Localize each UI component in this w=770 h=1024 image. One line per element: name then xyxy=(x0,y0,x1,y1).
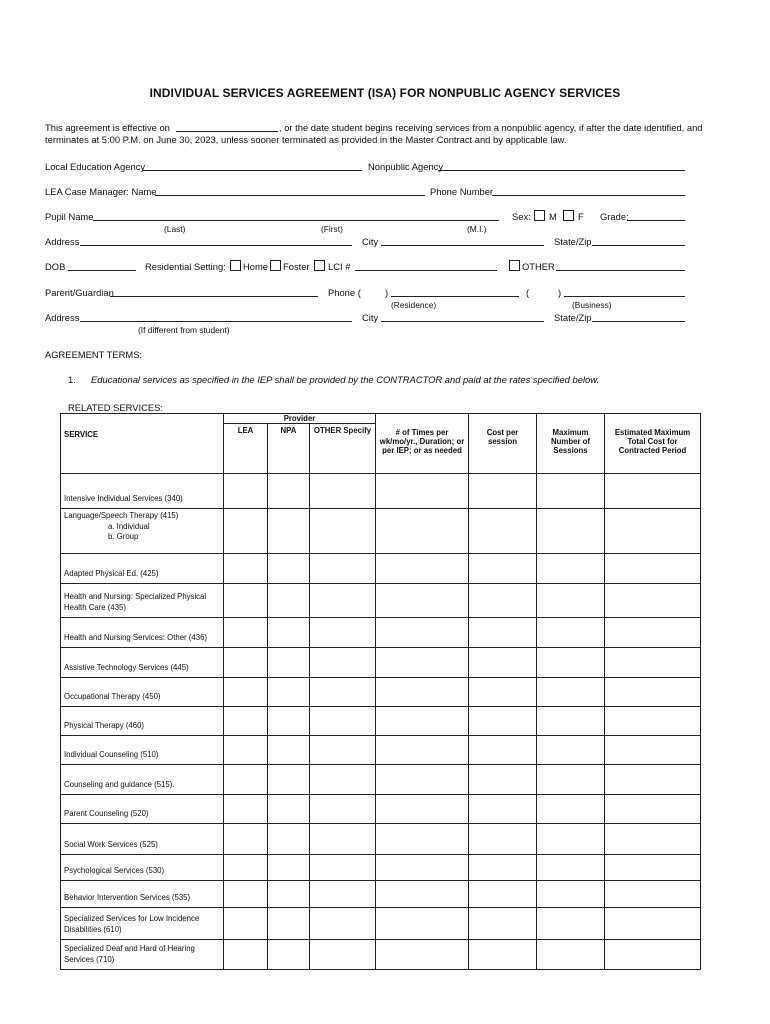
entry-cell[interactable] xyxy=(224,881,268,908)
entry-cell[interactable] xyxy=(537,554,605,584)
entry-cell[interactable] xyxy=(605,474,701,509)
entry-cell[interactable] xyxy=(224,824,268,855)
service-name: Physical Therapy (460) xyxy=(64,720,145,730)
entry-cell[interactable] xyxy=(376,881,469,908)
pupil-name-field[interactable] xyxy=(93,220,499,221)
entry-cell[interactable] xyxy=(224,707,268,736)
entry-cell[interactable] xyxy=(537,824,605,855)
npa-field[interactable] xyxy=(438,170,685,171)
entry-cell[interactable] xyxy=(224,940,268,970)
entry-cell[interactable] xyxy=(224,509,268,554)
entry-cell[interactable] xyxy=(469,855,537,881)
entry-cell[interactable] xyxy=(469,824,537,855)
service-name-cell xyxy=(61,940,224,970)
entry-cell[interactable] xyxy=(469,795,537,824)
entry-cell[interactable] xyxy=(376,474,469,509)
service-name: Specialized Deaf and Hard of Hearing Services (710) xyxy=(64,944,195,964)
residence-phone-field[interactable] xyxy=(391,296,519,297)
entry-cell[interactable] xyxy=(469,765,537,795)
service-name: Behavior Intervention Services (535) xyxy=(64,892,191,902)
entry-cell[interactable] xyxy=(376,509,469,554)
max-sessions-header: Maximum Number of Sessions xyxy=(537,414,605,474)
term-text: Educational services as specified in the IEP shall be provided by the CONTRACTOR and paid at the rates specified below. xyxy=(91,374,600,385)
entry-cell[interactable] xyxy=(537,678,605,707)
speech-sub-group: b. Group xyxy=(108,532,139,541)
service-name: Specialized Services for Low Incidence Disabilities (610) xyxy=(64,914,200,934)
intro-line2: terminates at 5:00 P.M. on June 30, 2023, unless sooner terminated as provided in the Master Contract and by applicable law. xyxy=(45,134,567,145)
entry-cell[interactable] xyxy=(310,618,376,648)
table-row xyxy=(61,908,701,940)
entry-cell[interactable] xyxy=(605,855,701,881)
business-caption: (Business) xyxy=(572,300,612,310)
entry-cell[interactable] xyxy=(268,824,310,855)
residence-caption: (Residence) xyxy=(391,300,437,310)
entry-cell[interactable] xyxy=(376,678,469,707)
business-phone-field[interactable] xyxy=(564,296,685,297)
table-row xyxy=(61,707,701,736)
entry-cell[interactable] xyxy=(310,554,376,584)
last-caption: (Last) xyxy=(164,224,186,234)
entry-cell[interactable] xyxy=(605,824,701,855)
case-manager-field[interactable] xyxy=(155,195,425,196)
times-header: # of Times per wk/mo/yr., Duration; or per IEP; or as needed xyxy=(376,414,469,474)
first-caption: (First) xyxy=(321,224,343,234)
entry-cell[interactable] xyxy=(310,940,376,970)
entry-cell[interactable] xyxy=(376,908,469,940)
service-name: Language/Speech Therapy (415) xyxy=(64,511,179,520)
entry-cell[interactable] xyxy=(537,795,605,824)
address-field[interactable] xyxy=(80,245,352,246)
table-row xyxy=(61,824,701,855)
page-title: INDIVIDUAL SERVICES AGREEMENT (ISA) FOR NONPUBLIC AGENCY SERVICES xyxy=(149,86,621,100)
entry-cell[interactable] xyxy=(224,855,268,881)
case-manager-label: LEA Case Manager: Name xyxy=(45,186,157,197)
intro-suffix: , or the date student begins receiving services from a nonpublic agency, if after the date identified, and xyxy=(279,122,703,133)
parent-field[interactable] xyxy=(110,296,318,297)
entry-cell[interactable] xyxy=(310,908,376,940)
entry-cell[interactable] xyxy=(310,855,376,881)
entry-cell[interactable] xyxy=(537,509,605,554)
entry-cell[interactable] xyxy=(310,824,376,855)
table-row xyxy=(61,765,701,795)
service-name: Counseling and guidance (515). xyxy=(64,779,175,789)
entry-cell[interactable] xyxy=(224,554,268,584)
other-checkbox[interactable] xyxy=(509,260,520,271)
sex-label: Sex: xyxy=(512,211,531,222)
entry-cell[interactable] xyxy=(376,765,469,795)
service-name: Assistive Technology Services (445) xyxy=(64,662,189,672)
related-services-label: RELATED SERVICES: xyxy=(68,402,163,413)
grade-field[interactable] xyxy=(627,220,685,221)
entry-cell[interactable] xyxy=(268,648,310,678)
entry-cell[interactable] xyxy=(537,881,605,908)
entry-cell[interactable] xyxy=(310,509,376,554)
service-name-cell xyxy=(61,648,224,678)
entry-cell[interactable] xyxy=(224,678,268,707)
entry-cell[interactable] xyxy=(376,584,469,618)
service-name-cell xyxy=(61,736,224,765)
dob-field[interactable] xyxy=(68,270,136,271)
entry-cell[interactable] xyxy=(469,554,537,584)
entry-cell[interactable] xyxy=(537,707,605,736)
entry-cell[interactable] xyxy=(376,648,469,678)
phone-close-paren: ) xyxy=(385,287,389,298)
term-number: 1. xyxy=(68,374,76,385)
service-name: Psychological Services (530) xyxy=(64,865,165,875)
entry-cell[interactable] xyxy=(268,474,310,509)
entry-cell[interactable] xyxy=(469,648,537,678)
entry-cell[interactable] xyxy=(469,474,537,509)
other-header: OTHER Specify xyxy=(310,424,376,474)
address2-label: Address xyxy=(45,312,80,323)
service-name-cell xyxy=(61,554,224,584)
table-row xyxy=(61,678,701,707)
state-zip2-field[interactable] xyxy=(592,321,685,322)
table-row xyxy=(61,474,701,509)
lci-label: LCI # xyxy=(328,261,351,272)
service-name-cell xyxy=(61,678,224,707)
entry-cell[interactable] xyxy=(376,618,469,648)
entry-cell[interactable] xyxy=(310,648,376,678)
entry-cell[interactable] xyxy=(469,736,537,765)
table-row xyxy=(61,940,701,970)
npa-label: Nonpublic Agency xyxy=(368,161,444,172)
entry-cell[interactable] xyxy=(537,648,605,678)
entry-cell[interactable] xyxy=(537,940,605,970)
address2-field[interactable] xyxy=(80,321,352,322)
entry-cell[interactable] xyxy=(605,678,701,707)
residential-label: Residential Setting: xyxy=(145,261,226,272)
entry-cell[interactable] xyxy=(469,908,537,940)
entry-cell[interactable] xyxy=(310,707,376,736)
entry-cell[interactable] xyxy=(224,648,268,678)
service-name-cell xyxy=(61,474,224,509)
entry-cell[interactable] xyxy=(376,736,469,765)
effective-date-line[interactable] xyxy=(176,131,278,132)
entry-cell[interactable] xyxy=(268,509,310,554)
service-name-cell xyxy=(61,908,224,940)
service-name-cell xyxy=(61,881,224,908)
entry-cell[interactable] xyxy=(469,881,537,908)
table-row xyxy=(61,509,701,554)
service-name: Health and Nursing Services: Other (436) xyxy=(64,632,208,642)
entry-cell[interactable] xyxy=(268,584,310,618)
table-row xyxy=(61,736,701,765)
service-name: Social Work Services (525) xyxy=(64,839,158,849)
entry-cell[interactable] xyxy=(537,736,605,765)
service-name: Intensive Individual Services (340) xyxy=(64,493,183,503)
mi-caption: (M.I.) xyxy=(467,224,487,234)
lea-header: LEA xyxy=(224,424,268,474)
entry-cell[interactable] xyxy=(469,678,537,707)
entry-cell[interactable] xyxy=(469,707,537,736)
total-cost-header: Estimated Maximum Total Cost for Contracted Period xyxy=(605,414,701,474)
entry-cell[interactable] xyxy=(605,765,701,795)
business-close-paren: ) xyxy=(558,287,562,298)
service-name-cell xyxy=(61,824,224,855)
entry-cell[interactable] xyxy=(310,881,376,908)
entry-cell[interactable] xyxy=(376,554,469,584)
foster-checkbox[interactable] xyxy=(270,260,281,271)
entry-cell[interactable] xyxy=(605,509,701,554)
entry-cell[interactable] xyxy=(268,795,310,824)
entry-cell[interactable] xyxy=(469,618,537,648)
entry-cell[interactable] xyxy=(469,940,537,970)
entry-cell[interactable] xyxy=(605,584,701,618)
state-zip-field[interactable] xyxy=(592,245,685,246)
entry-cell[interactable] xyxy=(224,584,268,618)
city-label: City xyxy=(362,236,379,247)
business-open-paren: ( xyxy=(526,287,530,298)
state-zip-label: State/Zip xyxy=(554,236,592,247)
entry-cell[interactable] xyxy=(268,736,310,765)
service-name: Parent Counseling (520) xyxy=(64,808,149,818)
lea-label: Local Education Agency xyxy=(45,161,146,172)
entry-cell[interactable] xyxy=(376,855,469,881)
service-name: Health and Nursing: Specialized Physical Health Care (435) xyxy=(64,592,207,612)
entry-cell[interactable] xyxy=(310,765,376,795)
city2-field[interactable] xyxy=(381,321,544,322)
table-row xyxy=(61,855,701,881)
entry-cell[interactable] xyxy=(376,940,469,970)
entry-cell[interactable] xyxy=(376,795,469,824)
entry-cell[interactable] xyxy=(376,707,469,736)
other-field[interactable] xyxy=(556,270,685,271)
entry-cell[interactable] xyxy=(310,795,376,824)
service-name-cell xyxy=(61,509,224,554)
entry-cell[interactable] xyxy=(310,678,376,707)
entry-cell[interactable] xyxy=(605,795,701,824)
table-row xyxy=(61,554,701,584)
entry-cell[interactable] xyxy=(605,707,701,736)
entry-cell[interactable] xyxy=(224,795,268,824)
parent-label: Parent/Guardian xyxy=(45,287,114,298)
table-row xyxy=(61,795,701,824)
state-zip2-label: State/Zip xyxy=(554,312,592,323)
sex-m-checkbox[interactable] xyxy=(534,210,545,221)
intro-prefix: This agreement is effective on xyxy=(45,122,170,133)
service-name-cell xyxy=(61,584,224,618)
table-row xyxy=(61,618,701,648)
entry-cell[interactable] xyxy=(537,474,605,509)
entry-cell[interactable] xyxy=(224,765,268,795)
address-label: Address xyxy=(45,236,80,247)
entry-cell[interactable] xyxy=(268,618,310,648)
entry-cell[interactable] xyxy=(605,736,701,765)
service-name-cell xyxy=(61,707,224,736)
entry-cell[interactable] xyxy=(268,855,310,881)
service-name: Individual Counseling (510) xyxy=(64,749,159,759)
entry-cell[interactable] xyxy=(268,940,310,970)
entry-cell[interactable] xyxy=(469,509,537,554)
dob-label: DOB xyxy=(45,261,66,272)
entry-cell[interactable] xyxy=(268,881,310,908)
entry-cell[interactable] xyxy=(268,678,310,707)
lci-checkbox[interactable] xyxy=(314,260,325,271)
provider-header: Provider xyxy=(224,414,376,424)
agreement-terms-heading: AGREEMENT TERMS: xyxy=(45,349,143,360)
entry-cell[interactable] xyxy=(537,618,605,648)
entry-cell[interactable] xyxy=(605,908,701,940)
service-name-cell xyxy=(61,618,224,648)
entry-cell[interactable] xyxy=(224,736,268,765)
entry-cell[interactable] xyxy=(268,707,310,736)
entry-cell[interactable] xyxy=(310,474,376,509)
other-label: OTHER xyxy=(522,261,555,272)
entry-cell[interactable] xyxy=(469,584,537,618)
entry-cell[interactable] xyxy=(537,584,605,618)
entry-cell[interactable] xyxy=(537,765,605,795)
service-name-cell xyxy=(61,795,224,824)
entry-cell[interactable] xyxy=(605,554,701,584)
lci-field[interactable] xyxy=(355,270,497,271)
entry-cell[interactable] xyxy=(224,908,268,940)
entry-cell[interactable] xyxy=(310,584,376,618)
entry-cell[interactable] xyxy=(268,554,310,584)
home-checkbox[interactable] xyxy=(230,260,241,271)
entry-cell[interactable] xyxy=(537,908,605,940)
entry-cell[interactable] xyxy=(537,855,605,881)
entry-cell[interactable] xyxy=(605,881,701,908)
entry-cell[interactable] xyxy=(605,618,701,648)
entry-cell[interactable] xyxy=(376,824,469,855)
service-name: Adapted Physical Ed. (425) xyxy=(64,568,159,578)
city-field[interactable] xyxy=(381,245,544,246)
entry-cell[interactable] xyxy=(224,474,268,509)
entry-cell[interactable] xyxy=(224,618,268,648)
service-header: SERVICE xyxy=(61,414,224,474)
home-label: Home xyxy=(243,261,269,272)
entry-cell[interactable] xyxy=(268,765,310,795)
cost-header: Cost per session xyxy=(469,414,537,474)
npa-header: NPA xyxy=(268,424,310,474)
service-name-cell xyxy=(61,765,224,795)
sex-m-label: M xyxy=(549,211,557,222)
table-row xyxy=(61,584,701,618)
pupil-name-label: Pupil Name xyxy=(45,211,94,222)
phone-open-label: Phone ( xyxy=(328,287,361,298)
service-name: Occupational Therapy (450) xyxy=(64,691,161,701)
grade-label: Grade: xyxy=(600,211,629,222)
phone-number-label: Phone Number xyxy=(430,186,494,197)
entry-cell[interactable] xyxy=(310,736,376,765)
entry-cell[interactable] xyxy=(268,908,310,940)
services-table xyxy=(60,413,701,970)
table-row xyxy=(61,881,701,908)
entry-cell[interactable] xyxy=(605,648,701,678)
foster-label: Foster xyxy=(283,261,310,272)
service-name-cell xyxy=(61,855,224,881)
table-row xyxy=(61,648,701,678)
entry-cell[interactable] xyxy=(605,940,701,970)
lea-field[interactable] xyxy=(142,170,362,171)
sex-f-label: F xyxy=(578,211,584,222)
city2-label: City xyxy=(362,312,379,323)
if-different-caption: (If different from student) xyxy=(138,325,230,335)
phone-number-field[interactable] xyxy=(492,195,685,196)
sex-f-checkbox[interactable] xyxy=(563,210,574,221)
speech-sub-individual: a. Individual xyxy=(108,521,150,531)
